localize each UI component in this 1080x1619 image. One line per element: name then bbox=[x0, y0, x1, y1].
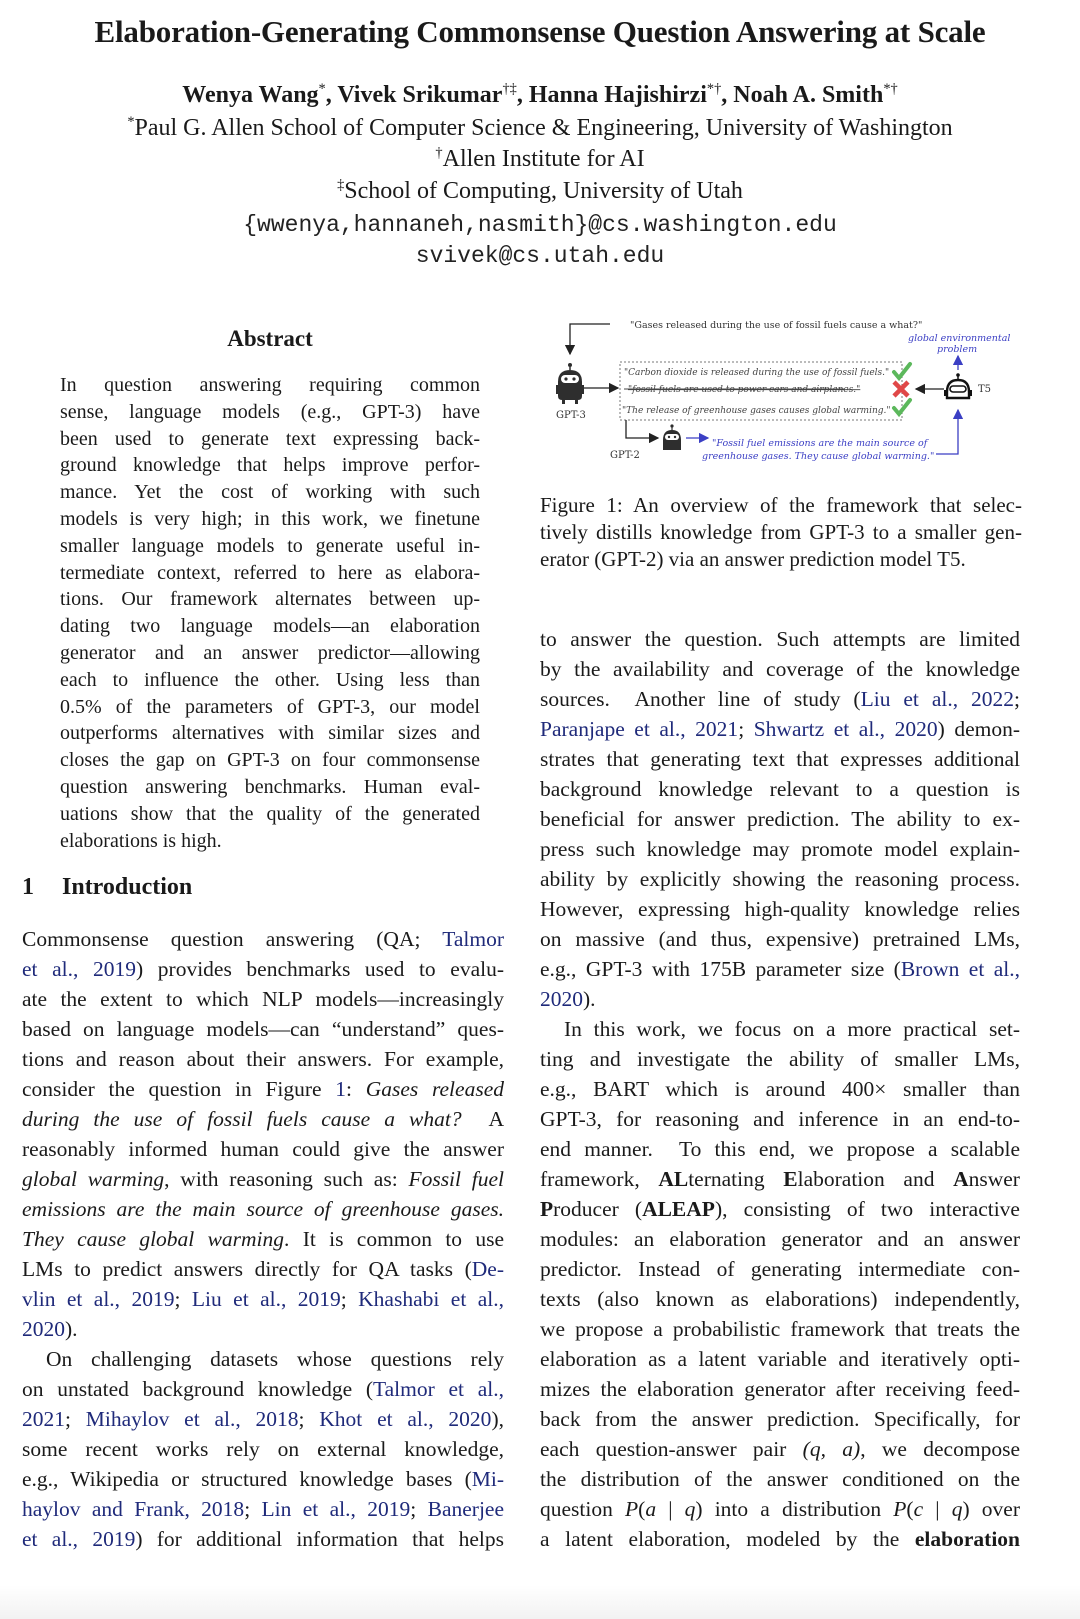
figure-1-diagram bbox=[548, 312, 1028, 472]
abstract-heading: Abstract bbox=[227, 326, 313, 351]
abstract-line: each to influence the other. Using less than bbox=[60, 668, 480, 691]
text-line: to answer the question. Such attempts are limited bbox=[540, 627, 1020, 651]
citation-link[interactable]: et al., 2019 bbox=[22, 1527, 136, 1551]
text-line: In this work, we focus on a more practical set- bbox=[564, 1017, 1020, 1041]
affiliation-text: Allen Institute for AI bbox=[442, 146, 645, 172]
abstract-line: closes the gap on GPT-3 on four commonsense bbox=[60, 749, 480, 772]
intro-column-left bbox=[22, 924, 504, 1554]
t5-label: T5 bbox=[978, 384, 992, 395]
gpt2-output-text: "Fossil fuel emissions are the main source of bbox=[712, 438, 928, 449]
citation-link[interactable]: et al., 2019 bbox=[22, 957, 137, 981]
abstract-line: tions. Our framework alternates between up- bbox=[60, 588, 480, 611]
text-line: Producer (ALEAP), consisting of two interactive bbox=[540, 1197, 1020, 1221]
t5-answer-text: global environmental bbox=[908, 333, 1011, 344]
arrow-box-to-gpt2 bbox=[626, 420, 658, 438]
elaboration-accepted: "Carbon dioxide is released during the use of fossil fuels." bbox=[624, 368, 890, 378]
figure-1-caption bbox=[540, 492, 1022, 573]
citation-link[interactable]: Talmor et al., bbox=[373, 1377, 504, 1401]
citation-link[interactable]: Mihaylov et al., 2018 bbox=[85, 1407, 299, 1431]
citation-link[interactable]: haylov and Frank, 2018 bbox=[22, 1497, 245, 1521]
author-name: Wenya Wang bbox=[182, 82, 319, 108]
caption-line: tively distills knowledge from GPT-3 to a smaller gen- bbox=[540, 520, 1022, 544]
text-line: LMs to predict answers directly for QA tasks (De- bbox=[22, 1257, 504, 1281]
citation-link[interactable]: 2021 bbox=[22, 1407, 65, 1431]
abstract-line: mance. Yet the cost of working with such bbox=[60, 481, 480, 504]
affiliation-mark: ‡ bbox=[337, 177, 345, 193]
text-line: global warming, with reasoning such as: Fossil fuel bbox=[22, 1167, 504, 1191]
citation-link[interactable]: Liu et al., 2019 bbox=[191, 1287, 341, 1311]
text-line: Commonsense question answering (QA; Talmor bbox=[22, 927, 504, 951]
section-number: 1 bbox=[22, 874, 34, 900]
cross-icon bbox=[894, 382, 908, 396]
citation-link[interactable]: Shwartz et al., 2020 bbox=[753, 717, 938, 741]
elaboration-rejected: "fossil fuels are used to power cars and airplanes." bbox=[628, 385, 861, 395]
abstract-body bbox=[60, 372, 480, 854]
text-line: However, expressing high-quality knowledge relies bbox=[540, 897, 1020, 921]
gpt3-label: GPT-3 bbox=[556, 410, 586, 421]
text-line: we propose a probabilistic framework that treats the bbox=[540, 1317, 1020, 1341]
citation-link[interactable]: De- bbox=[471, 1257, 504, 1281]
text-line: a latent elaboration, modeled by the elaboration bbox=[540, 1527, 1020, 1551]
text-line: 2021; Mihaylov et al., 2018; Khot et al., 2020), bbox=[22, 1407, 504, 1431]
citation-link[interactable]: Khashabi et al., bbox=[358, 1287, 504, 1311]
affiliation bbox=[0, 146, 1080, 173]
abstract-line: been used to generate text expressing back- bbox=[60, 427, 480, 450]
text-line: on massive (and thus, expensive) pretrained LMs, bbox=[540, 927, 1020, 951]
text-line: et al., 2019) provides benchmarks used to evalu- bbox=[22, 957, 504, 981]
citation-link[interactable]: Liu et al., 2022 bbox=[860, 687, 1015, 711]
affiliation bbox=[0, 178, 1080, 205]
t5-robot-icon bbox=[944, 373, 972, 398]
t5-answer-text: problem bbox=[937, 344, 978, 355]
elaboration-accepted: "The release of greenhouse gases causes global warming." bbox=[622, 406, 891, 416]
text-line: e.g., GPT-3 with 175B parameter size (Brown et al., bbox=[540, 957, 1020, 981]
text-line: Paranjape et al., 2021; Shwartz et al., 2020) demon- bbox=[540, 717, 1020, 741]
text-line: vlin et al., 2019; Liu et al., 2019; Khashabi et al., bbox=[22, 1287, 504, 1311]
text-line: tions and reason about their answers. For example, bbox=[22, 1047, 504, 1071]
gpt2-label: GPT-2 bbox=[610, 450, 640, 461]
gpt2-output-text: greenhouse gases. They cause global warming." bbox=[702, 451, 935, 462]
text-line: by the availability and coverage of the knowledge bbox=[540, 657, 1020, 681]
gpt3-robot-icon bbox=[556, 363, 584, 404]
text-line: press such knowledge may promote model explain- bbox=[540, 837, 1020, 861]
text-line: texts (also known as elaborations) independently, bbox=[540, 1287, 1020, 1311]
abstract-line: dating two language models—an elaboration bbox=[60, 615, 480, 638]
text-line: elaboration as a latent variable and iteratively opti- bbox=[540, 1347, 1020, 1371]
citation-link[interactable]: Talmor bbox=[442, 927, 504, 951]
abstract-line: outperforms alternatives with similar sizes and bbox=[60, 722, 480, 745]
affiliation-mark: † bbox=[435, 145, 443, 161]
abstract-line: ground knowledge that helps improve perfor- bbox=[60, 454, 480, 477]
email-address[interactable]: {wwenya,hannaneh,nasmith}@cs.washington.edu bbox=[243, 212, 837, 238]
figure-ref-link[interactable]: 1 bbox=[335, 1077, 347, 1101]
check-icon bbox=[894, 400, 910, 414]
abstract-line: elaborations is high. bbox=[60, 829, 222, 852]
citation-link[interactable]: Brown et al., bbox=[900, 957, 1020, 981]
text-line: mizes the elaboration generator after receiving feed- bbox=[540, 1377, 1020, 1401]
author-list: Wenya Wang*, Vivek Srikumar†‡, Hanna Hajishirzi*†, Noah A. Smith*† bbox=[182, 81, 898, 108]
text-line: They cause global warming. It is common to use bbox=[22, 1227, 504, 1251]
text-line: emissions are the main source of greenhouse gases. bbox=[22, 1197, 504, 1221]
email-address[interactable]: svivek@cs.utah.edu bbox=[415, 243, 665, 269]
check-icon bbox=[894, 364, 910, 378]
section-title: Introduction bbox=[62, 874, 193, 900]
citation-link[interactable]: Mi- bbox=[471, 1467, 504, 1491]
text-line: On challenging datasets whose questions rely bbox=[46, 1347, 504, 1371]
author-mark: *† bbox=[883, 81, 898, 97]
text-line: ate the extent to which NLP models—increasingly bbox=[22, 987, 504, 1011]
text-line: background knowledge relevant to a question is bbox=[540, 777, 1020, 801]
affiliation-mark: * bbox=[127, 114, 135, 130]
text-line: some recent works rely on external knowledge, bbox=[22, 1437, 504, 1461]
figure-question-text: "Gases released during the use of fossil fuels cause a what?" bbox=[630, 320, 923, 331]
text-line: e.g., Wikipedia or structured knowledge bases (Mi- bbox=[22, 1467, 504, 1491]
text-line: beneficial for answer prediction. The ability to ex- bbox=[540, 807, 1020, 831]
text-line: on unstated background knowledge (Talmor et al., bbox=[22, 1377, 504, 1401]
author-name: Noah A. Smith bbox=[733, 82, 884, 108]
text-line: predictor. Instead of generating intermediate con- bbox=[540, 1257, 1020, 1281]
citation-link[interactable]: Lin et al., 2019 bbox=[261, 1497, 411, 1521]
author-name: Hanna Hajishirzi bbox=[528, 82, 707, 108]
text-line: sources. Another line of study (Liu et al., 2022; bbox=[540, 687, 1020, 711]
text-line: strates that generating text that expresses additional bbox=[540, 747, 1020, 771]
text-line: haylov and Frank, 2018; Lin et al., 2019; Banerjee bbox=[22, 1497, 505, 1521]
abstract-line: termediate context, referred to here as elabora- bbox=[60, 561, 480, 584]
text-line: reasonably informed human could give the answer bbox=[22, 1137, 504, 1161]
citation-link[interactable]: Paranjape et al., 2021 bbox=[540, 717, 739, 741]
intro-column-right bbox=[540, 624, 1020, 1554]
abstract-line: smaller language models to generate useful in- bbox=[60, 534, 480, 557]
abstract-line: question answering benchmarks. Human eval- bbox=[60, 775, 480, 798]
text-line: end manner. To this end, we propose a scalable bbox=[540, 1137, 1020, 1161]
author-mark: * bbox=[318, 81, 326, 97]
text-line: modules: an elaboration generator and an answer bbox=[540, 1227, 1020, 1251]
section-heading-introduction bbox=[22, 874, 192, 901]
caption-line: erator (GPT-2) via an answer prediction model T5. bbox=[540, 547, 966, 571]
text-line: during the use of fossil fuels cause a what? A bbox=[22, 1107, 504, 1131]
abstract-line: sense, language models (e.g., GPT-3) have bbox=[60, 400, 480, 423]
paper-title: Elaboration-Generating Commonsense Question Answering at Scale bbox=[94, 14, 986, 49]
abstract-line: 0.5% of the parameters of GPT-3, our model bbox=[60, 695, 480, 718]
abstract-line: uations show that the quality of the generated bbox=[60, 802, 480, 825]
citation-link[interactable]: 2020 bbox=[540, 987, 583, 1011]
citation-link[interactable]: 2020 bbox=[22, 1317, 65, 1341]
text-line: 2020). bbox=[22, 1317, 78, 1341]
abstract-line: In question answering requiring common bbox=[60, 374, 480, 396]
text-line: each question-answer pair (q, a), we decompose bbox=[540, 1437, 1020, 1461]
caption-line: Figure 1: An overview of the framework that selec- bbox=[540, 493, 1022, 517]
text-line: consider the question in Figure 1: Gases released bbox=[22, 1077, 504, 1101]
citation-link[interactable]: Khot et al., 2020 bbox=[319, 1407, 492, 1431]
text-line: GPT-3, for reasoning and inference in an end-to- bbox=[540, 1107, 1020, 1131]
text-line: based on language models—can “understand” ques- bbox=[22, 1017, 504, 1041]
arrow-question-to-gpt3 bbox=[570, 324, 610, 354]
text-line: ting and investigate the ability of smaller LMs, bbox=[540, 1047, 1020, 1071]
text-line: ability by explicitly showing the reasoning process. bbox=[540, 867, 1020, 891]
text-line: framework, ALternating Elaboration and Answer bbox=[540, 1167, 1020, 1191]
author-mark: *† bbox=[706, 81, 722, 97]
arrow-output-to-t5 bbox=[936, 410, 958, 454]
author-mark: †‡ bbox=[502, 81, 517, 97]
abstract-line: generator and an answer predictor—allowing bbox=[60, 641, 480, 664]
text-line: e.g., BART which is around 400× smaller than bbox=[540, 1077, 1020, 1101]
text-line: 2020). bbox=[540, 987, 596, 1011]
text-line: the distribution of the answer conditioned on the bbox=[540, 1467, 1020, 1491]
text-line: et al., 2019) for additional information that helps bbox=[22, 1527, 504, 1551]
affiliation-text: Paul G. Allen School of Computer Science & Engineering, University of Washington bbox=[134, 115, 953, 141]
affiliation-text: School of Computing, University of Utah bbox=[344, 178, 743, 204]
citation-link[interactable]: vlin et al., 2019 bbox=[22, 1287, 175, 1311]
author-name: Vivek Srikumar bbox=[337, 82, 503, 108]
text-line: question P(a | q) into a distribution P(c | q) over bbox=[540, 1497, 1020, 1521]
text-line: back from the answer prediction. Specifically, for bbox=[540, 1407, 1020, 1431]
abstract-line: models is very high; in this work, we finetune bbox=[60, 507, 480, 530]
bottom-shadow bbox=[0, 1585, 1080, 1619]
gpt2-robot-icon bbox=[663, 424, 681, 450]
affiliation bbox=[0, 115, 1080, 142]
citation-link[interactable]: Banerjee bbox=[427, 1497, 505, 1521]
